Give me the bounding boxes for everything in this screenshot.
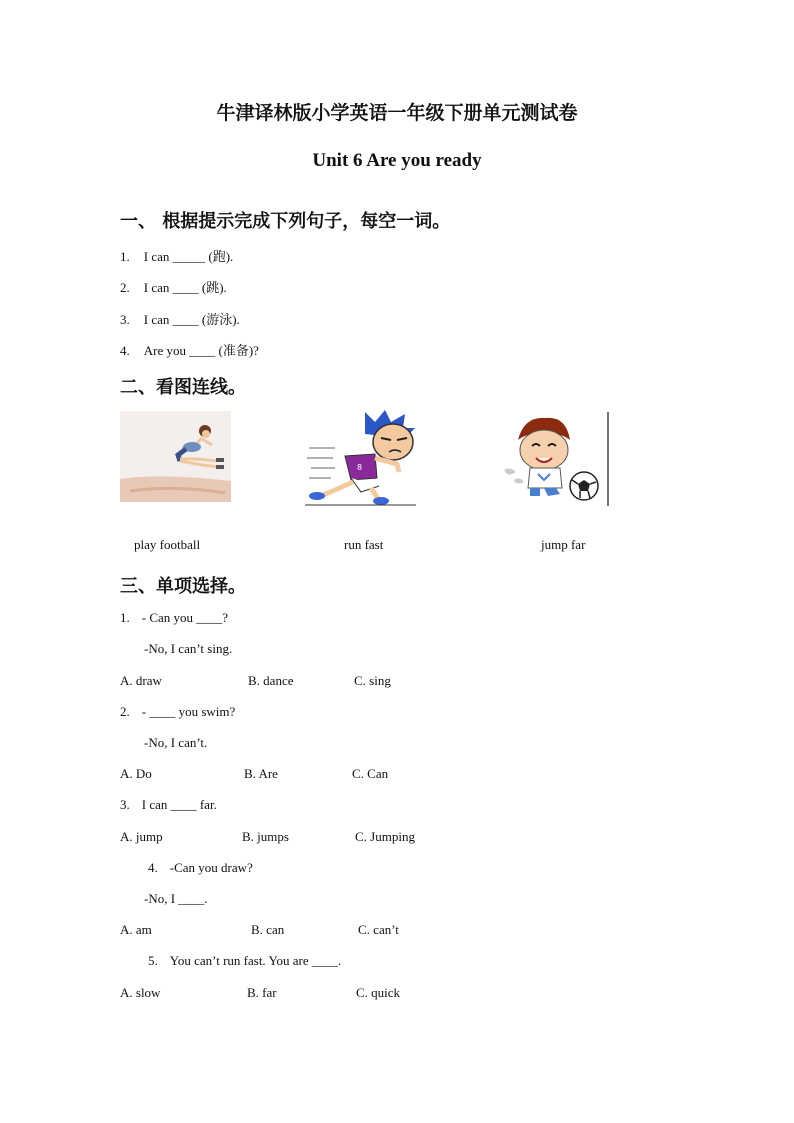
item-text: Are you ____ (准备)? [143, 343, 259, 358]
option: B. jumps [242, 829, 289, 844]
option: C. sing [354, 673, 391, 688]
unit-title: Unit 6 Are you ready [312, 150, 482, 171]
question-reply: -No, I can’t. [144, 735, 208, 750]
item-number: 3. [120, 312, 130, 327]
question-number: 2. [120, 704, 130, 719]
item-text: I can ____ (游泳). [143, 312, 240, 327]
item-text: I can ____ (跳). [143, 280, 227, 295]
question-number: 5. [148, 953, 158, 968]
question [120, 797, 217, 813]
section3-heading: 三、单项选择。 [120, 576, 246, 597]
section2-heading: 二、看图连线。 [120, 377, 246, 398]
option: A. am [120, 922, 152, 937]
match-phrase: jump far [541, 537, 586, 552]
question-text: You can’t run fast. You are ____. [169, 953, 342, 968]
option: C. can’t [358, 922, 399, 937]
fill-item [120, 246, 233, 265]
option: A. Do [120, 766, 152, 781]
option: B. Are [244, 766, 278, 781]
svg-text:8: 8 [357, 463, 363, 472]
option: B. can [251, 922, 285, 937]
question [120, 610, 228, 626]
option: B. dance [248, 673, 294, 688]
question-number: 3. [120, 797, 130, 812]
option: C. quick [356, 985, 401, 1000]
option: A. draw [120, 673, 162, 688]
long-jumper-picture [120, 411, 231, 502]
fill-item [120, 277, 227, 296]
item-text: I can _____ (跑). [143, 249, 234, 264]
running-boy-picture [305, 408, 416, 506]
section1-heading: 一、 根据提示完成下列句子，每空一词。 [120, 211, 451, 232]
fill-item [120, 309, 240, 328]
option: B. far [247, 985, 277, 1000]
question [120, 704, 235, 720]
question [148, 953, 341, 969]
question-text: -Can you draw? [169, 860, 253, 875]
question-text: - ____ you swim? [141, 704, 236, 719]
option: A. slow [120, 985, 161, 1000]
item-number: 1. [120, 249, 130, 264]
question-text: - Can you ____? [141, 610, 229, 625]
option: C. Can [352, 766, 389, 781]
question-number: 4. [148, 860, 158, 875]
option: C. Jumping [355, 829, 415, 844]
item-number: 2. [120, 280, 130, 295]
match-phrase: run fast [344, 537, 384, 552]
football-boy-picture [500, 410, 610, 507]
question-reply: -No, I ____. [144, 891, 208, 906]
fill-item [120, 340, 259, 359]
question-reply: -No, I can’t sing. [144, 641, 233, 656]
match-phrase: play football [134, 537, 201, 552]
question [148, 860, 253, 876]
page-title: 牛津译林版小学英语一年级下册单元测试卷 [216, 103, 578, 124]
option: A. jump [120, 829, 163, 844]
item-number: 4. [120, 343, 130, 358]
question-number: 1. [120, 610, 130, 625]
question-text: I can ____ far. [141, 797, 217, 812]
